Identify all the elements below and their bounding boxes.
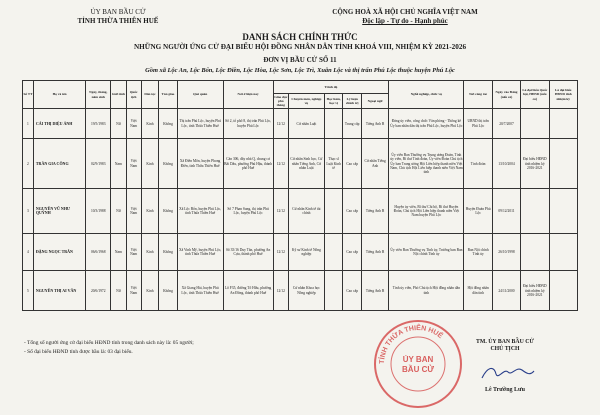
cell: Số 35/16 Duy Tân, phường An Cựu, thành phố Huế: [223, 234, 273, 271]
cell: Ủy viên Ban Thường vụ Trung ương Đoàn, Tỉnh ủy viên, Bí thư Tỉnh đoàn, Ủy viên Đoàn Chủ tịch Ủy ban Trung ương Hội Liên hiệp thanh niên Việt Nam, Chủ tịch Hội Liên hiệp thanh niên Việt Nam tỉnh: [389, 139, 464, 189]
cell: Việt Nam: [126, 271, 141, 311]
cell: [549, 139, 578, 189]
col-header: Tôn giáo: [159, 81, 178, 109]
cell: 20/7/2007: [492, 109, 520, 139]
cell: Huyện ủy viên, Bí thư Chi bộ, Bí thư Huyện Đoàn, Chủ tịch Hội Liên hiệp thanh niên Việt Nam huyện Phú Lộc: [389, 189, 464, 234]
candidate-name: ĐẶNG NGỌC TRÂN: [33, 234, 85, 271]
col-header: Họ và tên: [33, 81, 85, 109]
cell: 10/3/1988: [86, 189, 111, 234]
signer-name: Lê Trường Lưu: [485, 387, 525, 393]
cell: Nam: [111, 139, 126, 189]
footer-total-candidates: - Tổng số người ứng cử đại biểu HĐND tỉnh trong danh sách này là: 05 người;: [24, 340, 194, 346]
cell: Việt Nam: [126, 189, 141, 234]
cell: Xã Lộc Bổn, huyện Phú Lộc, tỉnh Thừa Thiên Huế: [177, 189, 223, 234]
cell: Ủy viên Ban Thường vụ Tỉnh ủy, Trưởng ban Ban Nội chính Tỉnh ủy: [389, 234, 464, 271]
cell: Không: [159, 109, 178, 139]
cell: [324, 189, 343, 234]
cell: Xã Giang Hải, huyện Phú Lộc, tỉnh Thừa Thiên Huế: [177, 271, 223, 311]
cell: Nữ: [111, 271, 126, 311]
cell: UBND thị trấn Phú Lộc: [464, 109, 492, 139]
cell: Không: [159, 189, 178, 234]
candidate-name: CÁI THỊ DIỆU ÁNH: [33, 109, 85, 139]
table-row: [23, 139, 578, 189]
cell: Cử nhân Tiếng Anh: [361, 139, 388, 189]
col-header: Ngày, tháng, năm sinh: [86, 81, 111, 109]
official-seal: [372, 318, 464, 410]
cell: Kinh: [141, 271, 158, 311]
nation-motto: Độc lập - Tự do - Hạnh phúc: [362, 17, 448, 25]
table-row: [23, 189, 578, 234]
candidate-name: NGUYỄN THỊ AI VÂN: [33, 271, 85, 311]
candidate-table: [22, 80, 578, 311]
candidate-name: TRẦN GIA CÔNG: [33, 139, 85, 189]
cell: [549, 234, 578, 271]
issuer-header: [18, 8, 218, 26]
col-header: Nơi công tác: [464, 81, 492, 109]
seal-center-line1: ỦY BAN: [402, 355, 434, 364]
cell: Đại biểu HĐND tỉnh nhiệm kỳ 2016-2021: [521, 139, 549, 189]
seal-ring-text: TỈNH THỪA THIÊN HUẾ: [378, 324, 444, 365]
cell: 12/12: [273, 109, 288, 139]
cell: Tiếng Anh B: [361, 189, 388, 234]
cell: 12/12: [273, 139, 288, 189]
cell: Đảng ủy viên, công chức Văn phòng - Thống kê Ủy ban nhân dân thị trấn Phú Lộc, huyện Phú Lộc: [389, 109, 464, 139]
cell: 26/10/1998: [492, 234, 520, 271]
handwritten-signature: [478, 362, 538, 384]
cell: 24/11/2000: [492, 271, 520, 311]
col-header: Giáo dục phổ thông: [274, 94, 288, 108]
col-header: Là đại biểu HĐND tỉnh nhiệm kỳ: [549, 81, 578, 109]
cell: 13/10/2004: [492, 139, 520, 189]
col-header: Ngày vào Đảng (nếu có): [492, 81, 520, 109]
cell: 4: [23, 234, 34, 271]
document-subtitle: NHỮNG NGƯỜI ỨNG CỬ ĐẠI BIỂU HỘI ĐỒNG NHÂN DÂN TỈNH KHOÁ VIII, NHIỆM KỲ 2021-2026: [133, 43, 467, 51]
cell: Cử nhân Luật: [288, 109, 324, 139]
cell: Xã Điền Môn, huyện Phong Điền, tỉnh Thừa Thiên Huế: [177, 139, 223, 189]
cell: [324, 109, 343, 139]
cell: [549, 109, 578, 139]
issuer-line1: ỦY BAN BẦU CỬ: [90, 8, 146, 16]
cell: Cao cấp: [343, 234, 362, 271]
cell: Kinh: [141, 189, 158, 234]
cell: Việt Nam: [126, 234, 141, 271]
table-row: [23, 234, 578, 271]
cell: Cao cấp: [343, 139, 362, 189]
cell: Cử nhân Kinh tế tài chính: [288, 189, 324, 234]
cell: Cử nhân Khoa học Nông nghiệp: [288, 271, 324, 311]
cell: [521, 189, 549, 234]
col-header: Học hàm, học vị: [324, 94, 343, 109]
cell: Nữ: [111, 109, 126, 139]
electoral-scope: Gồm xã Lộc An, Lộc Bổn, Lộc Điền, Lộc Hòa, Lộc Sơn, Lộc Trì, Xuân Lộc và thị trấn Phú Lộc thuộc huyện Phú Lộc: [145, 67, 455, 74]
cell: Tỉnh đoàn: [464, 139, 492, 189]
cell: 19/5/1983: [86, 109, 111, 139]
table-row: [23, 109, 578, 139]
col-header: Nơi ở hiện nay: [223, 81, 273, 109]
col-header: Nghề nghiệp, chức vụ: [389, 81, 464, 109]
cell: [549, 189, 578, 234]
table-header-row-top: [23, 81, 578, 94]
group-header-trinh-do: Trình độ: [273, 81, 389, 94]
col-header: Số TT: [23, 81, 34, 109]
cell: Số 7 Phan Sung, thị trấn Phú Lộc, huyện Phú Lộc: [223, 189, 273, 234]
cell: Tỉnh ủy viên, Phó Chủ tịch Hội đồng nhân dân tỉnh: [389, 271, 464, 311]
cell: 1: [23, 109, 34, 139]
cell: Nam: [111, 234, 126, 271]
cell: 2: [23, 139, 34, 189]
cell: Cử nhân Sinh học, Cử nhân Tiếng Anh, Cử nhân Luật: [288, 139, 324, 189]
cell: Kinh: [141, 109, 158, 139]
electoral-unit: ĐƠN VỊ BẦU CỬ SỐ 11: [263, 56, 337, 64]
cell: Thị trấn Phú Lộc, huyện Phú Lộc, tỉnh Thừa Thiên Huế: [177, 109, 223, 139]
cell: 12/12: [273, 271, 288, 311]
cell: Kinh: [141, 234, 158, 271]
cell: Tiếng Anh B: [361, 234, 388, 271]
signature-role: CHỦ TỊCH: [490, 346, 520, 352]
cell: Thạc sĩ Luật Kinh tế: [324, 139, 343, 189]
cell: Kỹ sư Kinh tế Nông nghiệp: [288, 234, 324, 271]
nation-name: CỘNG HOÀ XÃ HỘI CHỦ NGHĨA VIỆT NAM: [332, 8, 478, 16]
cell: Không: [159, 271, 178, 311]
cell: [549, 271, 578, 311]
cell: Lô F35, đường Tố Hữu, phường An Đông, thành phố Huế: [223, 271, 273, 311]
seal-center-line2: BẦU CỬ: [402, 365, 434, 374]
cell: 12/12: [273, 234, 288, 271]
cell: [521, 109, 549, 139]
col-header: Là đại biểu Quốc hội, HĐND (nếu có): [521, 81, 549, 109]
cell: Nữ: [111, 189, 126, 234]
cell: Không: [159, 139, 178, 189]
cell: Đại biểu HĐND tỉnh nhiệm kỳ 2016-2021: [521, 271, 549, 311]
cell: 3: [23, 189, 34, 234]
col-header: Ngoại ngữ: [361, 94, 388, 109]
cell: Kinh: [141, 139, 158, 189]
col-header: Lý luận chính trị: [343, 94, 362, 109]
col-header: Dân tộc: [141, 81, 158, 109]
col-header: Quê quán: [177, 81, 223, 109]
cell: Xã Vinh Mỹ, huyện Phú Lộc, tỉnh Thừa Thiên Huế: [177, 234, 223, 271]
cell: Hội đồng nhân dân tỉnh: [464, 271, 492, 311]
cell: 06/6/1968: [86, 234, 111, 271]
signature-org: TM. ỦY BAN BẦU CỬ: [475, 339, 535, 345]
cell: [521, 234, 549, 271]
cell: 09/12/2011: [492, 189, 520, 234]
signature-block: [450, 339, 560, 353]
col-header: Giới tính: [111, 81, 126, 109]
cell: Căn 306, dãy nhà Q, chung cư Bãi Dâu, phường Phú Hậu, thành phố Huế: [223, 139, 273, 189]
document-title: DANH SÁCH CHÍNH THỨC: [242, 32, 358, 42]
cell: 02/9/1983: [86, 139, 111, 189]
cell: Ban Nội chính Tỉnh ủy: [464, 234, 492, 271]
cell: Việt Nam: [126, 109, 141, 139]
cell: [324, 234, 343, 271]
footer-seats: - Số đại biểu HĐND tỉnh được bầu là: 03 đại biểu.: [24, 349, 133, 355]
cell: Trung cấp: [343, 109, 362, 139]
col-header: Chuyên môn, nghiệp vụ: [288, 94, 324, 109]
cell: 5: [23, 271, 34, 311]
cell: Tiếng Anh B: [361, 271, 388, 311]
table-row: [23, 271, 578, 311]
issuer-line2: TỈNH THỪA THIÊN HUẾ: [77, 17, 159, 25]
national-header: [280, 8, 530, 26]
cell: Huyện Đoàn Phú Lộc: [464, 189, 492, 234]
cell: Việt Nam: [126, 139, 141, 189]
candidate-name: NGUYỄN VŨ NHƯ QUỲNH: [33, 189, 85, 234]
col-header: Quốc tịch: [126, 81, 141, 109]
cell: 12/12: [273, 189, 288, 234]
cell: Cao cấp: [343, 271, 362, 311]
cell: Cao cấp: [343, 189, 362, 234]
cell: [324, 271, 343, 311]
cell: 20/6/1972: [86, 271, 111, 311]
cell: Số 2, tổ phố 8, thị trấn Phú Lộc, huyện Phú Lộc: [223, 109, 273, 139]
cell: Tiếng Anh B: [361, 109, 388, 139]
cell: Không: [159, 234, 178, 271]
